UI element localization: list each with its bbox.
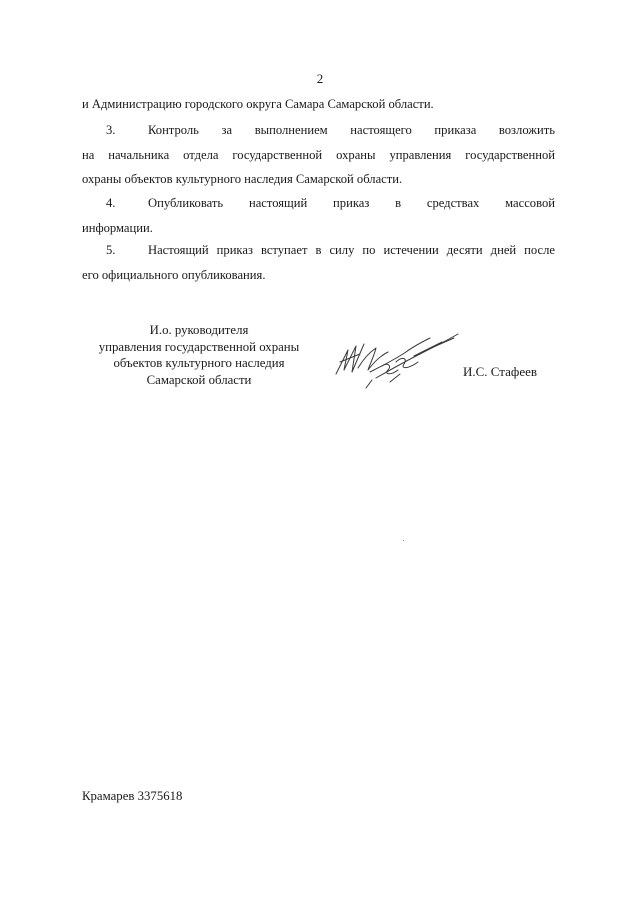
paragraph-item-4 <box>82 191 555 240</box>
paragraph-text: и Администрацию городского округа Самара Самарской области. <box>82 97 434 111</box>
paragraph-line: охраны объектов культурного наследия Самарской области. <box>82 172 403 186</box>
paragraph-line <box>82 238 555 263</box>
paragraph-continuation <box>82 92 555 117</box>
item-text: Контроль за выполнением настоящего приказа возложить <box>148 123 555 137</box>
paragraph-item-5 <box>82 238 555 287</box>
scan-speck <box>403 540 404 541</box>
signatory-title-line: И.о. руководителя <box>149 323 249 337</box>
signatory-title-line: Самарской области <box>146 372 252 387</box>
paragraph-line <box>82 191 555 216</box>
item-text: Настоящий приказ вступает в силу по истечении десяти дней после <box>148 243 555 257</box>
handwritten-signature <box>330 322 465 392</box>
item-text: Опубликовать настоящий приказ в средствах массовой <box>148 196 555 210</box>
signatory-name: И.С. Стафеев <box>463 364 538 379</box>
signatory-title-line: управления государственной охраны <box>98 339 300 354</box>
item-number: 5. <box>106 243 116 257</box>
page-number: 2 <box>316 71 324 86</box>
item-number: 3. <box>106 123 116 137</box>
signatory-title <box>82 322 316 388</box>
paragraph-line: информации. <box>82 220 153 235</box>
paragraph-line: его официального опубликования. <box>82 267 266 282</box>
paragraph-line <box>82 118 555 143</box>
item-number: 4. <box>106 196 116 210</box>
signatory-title-line: объектов культурного наследия <box>113 356 285 370</box>
paragraph-item-3 <box>82 118 555 192</box>
paragraph-line: на начальника отдела государственной охраны управления государственной <box>82 147 555 162</box>
executor-footer: Крамарев 3375618 <box>82 789 183 803</box>
